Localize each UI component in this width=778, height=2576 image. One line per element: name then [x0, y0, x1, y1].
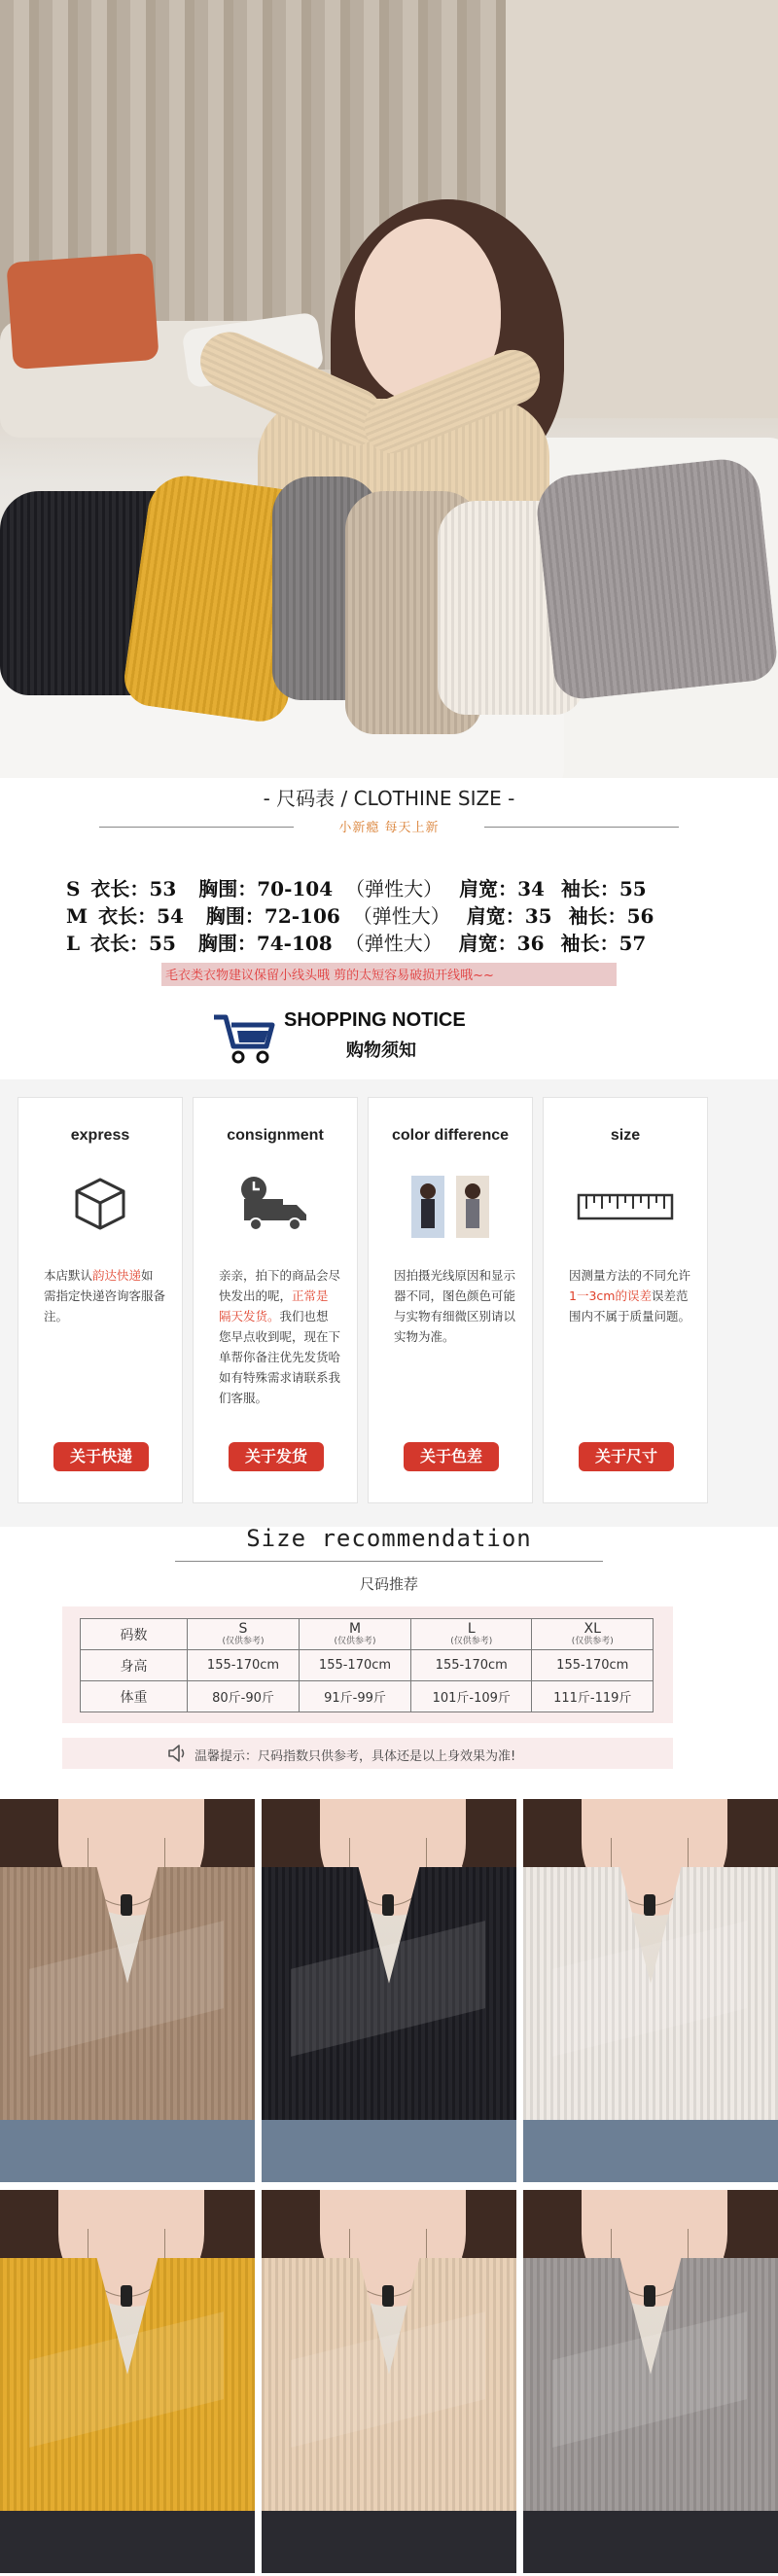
- table-cell: 155-170cm: [411, 1650, 532, 1681]
- size-label: L: [66, 932, 81, 955]
- sleeve-value: 57: [619, 932, 647, 955]
- table-row-height: [81, 1650, 654, 1681]
- shoulder-value: 34: [517, 877, 545, 900]
- size-note: (仅供参考): [222, 1636, 265, 1646]
- table-cell: 80斤-90斤: [188, 1681, 300, 1712]
- about-shipping-button[interactable]: 关于发货: [229, 1442, 324, 1471]
- card-text-highlight: 1一3cm的误差: [569, 1288, 652, 1303]
- size-label: M: [66, 904, 88, 928]
- size-recommendation-title: Size recommendation: [246, 1525, 532, 1552]
- sweater-photo-yellow: [0, 2190, 255, 2573]
- table-cell: 155-170cm: [532, 1650, 654, 1681]
- jeans: [0, 2120, 255, 2182]
- size-name: M: [348, 1620, 362, 1637]
- card-heading: size: [610, 1127, 641, 1144]
- title-underline: [175, 1561, 603, 1562]
- header-label: 码数: [81, 1619, 188, 1650]
- warning-text: 毛衣类衣物建议保留小线头哦 剪的太短容易破损开线哦~~: [165, 969, 494, 983]
- notice-card-size: [543, 1097, 708, 1503]
- pendant: [382, 1894, 394, 1916]
- notice-card-consignment: [193, 1097, 358, 1503]
- photo-comparison-icon: [407, 1174, 493, 1240]
- card-text-part: 如需指定快递咨询客服备注。: [44, 1268, 166, 1323]
- size-name: S: [238, 1620, 248, 1637]
- card-text-part: 我们也想您早点收到呢，现在下单帮你备注优先发货哈如有特殊需求请联系我们客服。: [219, 1309, 341, 1405]
- length-label: 衣长：: [90, 877, 150, 900]
- about-color-difference-button[interactable]: 关于色差: [404, 1442, 499, 1471]
- bust-value: 70-104: [257, 877, 334, 900]
- pendant: [121, 2285, 132, 2307]
- jeans: [262, 2511, 516, 2573]
- card-text-part: 亲亲，拍下的商品会尽快发出的呢，: [219, 1268, 341, 1303]
- card-text: [219, 1265, 340, 1408]
- divider-right: [484, 827, 679, 828]
- card-text-highlight: 正常是隔天发货。: [219, 1288, 329, 1323]
- table-cell: 111斤-119斤: [532, 1681, 654, 1712]
- box-icon: [71, 1174, 129, 1232]
- about-express-button[interactable]: 关于快递: [53, 1442, 149, 1471]
- card-text-part: 因拍摄光线原因和显示器不同，图色颜色可能与实物有细微区别请以实物为准。: [394, 1268, 516, 1344]
- size-header-cell: [300, 1619, 411, 1650]
- sleeve-value: 56: [626, 904, 654, 928]
- card-text: [44, 1265, 165, 1326]
- card-text-part: 误差范围内不属于质量问题。: [569, 1288, 691, 1323]
- size-header-cell: [188, 1619, 300, 1650]
- shopping-cart-icon: [212, 1011, 278, 1066]
- size-row-s: [66, 873, 647, 901]
- notice-card-color-difference: [368, 1097, 533, 1503]
- notice-card-express: [18, 1097, 183, 1503]
- size-table-title: - 尺码表 / CLOTHINE SIZE -: [263, 787, 515, 810]
- sleeve-label: 袖长：: [560, 877, 619, 900]
- sleeve-label: 袖长：: [560, 932, 619, 955]
- length-value: 54: [157, 904, 184, 928]
- about-size-button[interactable]: 关于尺寸: [579, 1442, 674, 1471]
- size-row-m: [66, 900, 654, 929]
- shoulder-label: 肩宽：: [458, 932, 517, 955]
- size-note: (仅供参考): [334, 1636, 376, 1646]
- sleeve-value: 55: [619, 877, 647, 900]
- size-note: (仅供参考): [450, 1636, 493, 1646]
- card-heading: consignment: [227, 1127, 324, 1144]
- card-heading: express: [70, 1127, 130, 1144]
- length-label: 衣长：: [98, 904, 158, 928]
- length-value: 53: [149, 877, 177, 900]
- card-heading: color difference: [391, 1127, 510, 1144]
- sweater-photo-camel: [0, 1799, 255, 2182]
- size-recommendation-table: [80, 1618, 654, 1712]
- jeans: [523, 2120, 778, 2182]
- size-recommendation-subtitle: 尺码推荐: [359, 1575, 418, 1593]
- size-label: S: [66, 877, 81, 900]
- bust-value: 72-106: [264, 904, 340, 928]
- sweater-grey: [534, 456, 778, 702]
- size-header-cell: [411, 1619, 532, 1650]
- size-row-l: [66, 928, 646, 956]
- bust-label: 胸围：: [197, 932, 257, 955]
- sweater-photo-white: [523, 1799, 778, 2182]
- shopping-notice-title: SHOPPING NOTICE: [284, 1009, 466, 1031]
- bust-label: 胸围：: [205, 904, 265, 928]
- sweater-photo-grey: [523, 2190, 778, 2573]
- hero-photo: [0, 0, 778, 778]
- sweater-photo-apricot: [262, 2190, 516, 2573]
- row-label: 身高: [81, 1650, 188, 1681]
- table-cell: 91斤-99斤: [300, 1681, 411, 1712]
- stretch-note: （弹性大）: [352, 904, 450, 928]
- card-text-part: 因测量方法的不同允许: [569, 1268, 691, 1283]
- card-text: [394, 1265, 515, 1347]
- table-row-weight: [81, 1681, 654, 1712]
- pillow: [6, 253, 159, 370]
- length-label: 衣长：: [90, 932, 150, 955]
- ruler-icon: [577, 1187, 674, 1226]
- card-text-highlight: 韵达快递: [92, 1268, 142, 1283]
- card-text: [569, 1265, 690, 1326]
- length-value: 55: [149, 932, 176, 955]
- pendant: [121, 1894, 132, 1916]
- row-label: 体重: [81, 1681, 188, 1712]
- bust-value: 74-108: [256, 932, 333, 955]
- stretch-note: （弹性大）: [344, 932, 442, 955]
- divider-left: [99, 827, 294, 828]
- pendant: [644, 1894, 655, 1916]
- pendant: [644, 2285, 655, 2307]
- card-text-part: 本店默认: [44, 1268, 93, 1283]
- jeans: [523, 2511, 778, 2573]
- jeans: [0, 2511, 255, 2573]
- shopping-notice-subtitle: 购物须知: [346, 1041, 416, 1061]
- tip-text: 温馨提示：尺码指数只供参考，具体还是以上身效果为准!: [194, 1749, 516, 1764]
- table-cell: 155-170cm: [300, 1650, 411, 1681]
- pendant: [382, 2285, 394, 2307]
- sweater-photo-black: [262, 1799, 516, 2182]
- delivery-truck-icon: [238, 1174, 312, 1234]
- size-header-cell: [532, 1619, 654, 1650]
- shoulder-value: 35: [524, 904, 552, 928]
- shoulder-label: 肩宽：: [466, 904, 525, 928]
- size-name: XL: [584, 1620, 601, 1637]
- table-cell: 101斤-109斤: [411, 1681, 532, 1712]
- size-note: (仅供参考): [571, 1636, 614, 1646]
- size-name: L: [467, 1620, 476, 1637]
- shop-tagline: 小新瘾 每天上新: [338, 821, 440, 835]
- shoulder-value: 36: [516, 932, 545, 955]
- stretch-note: （弹性大）: [345, 877, 443, 900]
- table-cell: 155-170cm: [188, 1650, 300, 1681]
- bust-label: 胸围：: [198, 877, 258, 900]
- speaker-icon: [167, 1744, 189, 1763]
- jeans: [262, 2120, 516, 2182]
- shoulder-label: 肩宽：: [459, 877, 518, 900]
- table-header-row: [81, 1619, 654, 1650]
- sleeve-label: 袖长：: [568, 904, 627, 928]
